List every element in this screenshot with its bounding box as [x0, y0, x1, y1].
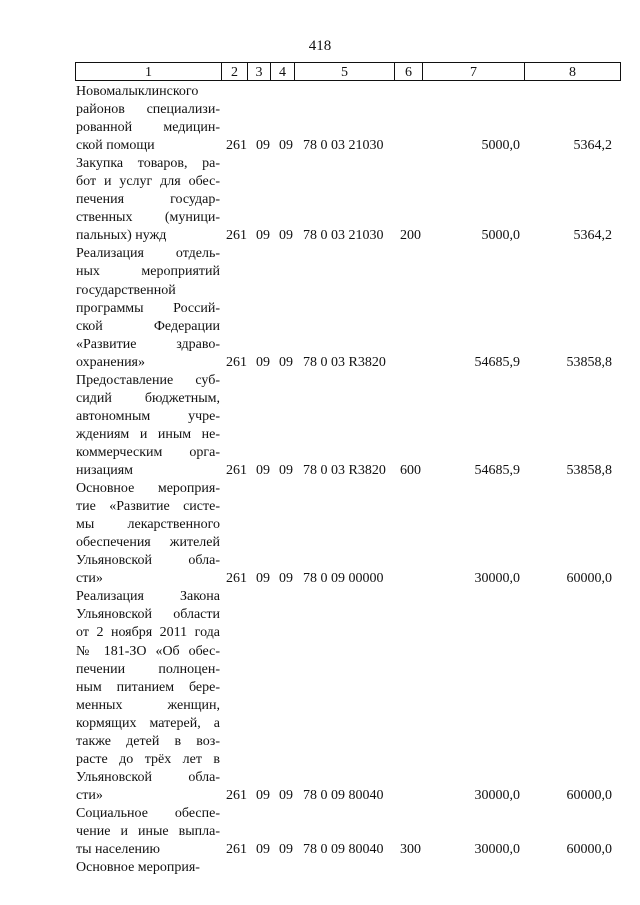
- description-line: менных женщин,: [76, 697, 220, 713]
- cell-c2: 261: [226, 228, 247, 244]
- cell-c6: 600: [400, 463, 421, 479]
- description-line: Ульяновской обла-: [76, 769, 220, 785]
- description-line: программы Россий-: [76, 300, 220, 316]
- description-line: Закупка товаров, ра-: [76, 156, 220, 172]
- description-line: сти»: [76, 787, 103, 803]
- description-line: автономным учре-: [76, 408, 220, 424]
- cell-c3: 09: [256, 787, 270, 803]
- cell-c3: 09: [256, 228, 270, 244]
- description-line: ской помощи: [76, 138, 155, 154]
- cell-c8: 60000,0: [566, 842, 612, 858]
- cell-c2: 261: [226, 842, 247, 858]
- cell-c4: 09: [279, 571, 293, 587]
- cell-c4: 09: [279, 138, 293, 154]
- header-col-5: 5: [295, 62, 395, 81]
- description-line: сти»: [76, 571, 103, 587]
- row-description: [76, 588, 220, 805]
- cell-c4: 09: [279, 787, 293, 803]
- description-line: Социальное обеспе-: [76, 806, 220, 821]
- cell-c4: 09: [279, 463, 293, 479]
- cell-c6: 200: [400, 228, 421, 244]
- row-description: [76, 372, 220, 480]
- row-description: [76, 480, 220, 588]
- description-line: ным питанием бере-: [76, 679, 220, 695]
- header-col-8: 8: [525, 62, 621, 81]
- cell-c2: 261: [226, 571, 247, 587]
- cell-c8: 5364,2: [573, 228, 612, 244]
- row-description: [76, 245, 220, 371]
- description-line: ных мероприятий: [76, 264, 220, 280]
- row-description: [76, 859, 220, 877]
- cell-c4: 09: [279, 354, 293, 370]
- cell-c8: 5364,2: [573, 138, 612, 154]
- cell-c8: 53858,8: [566, 463, 612, 479]
- description-line: районов специализи-: [76, 102, 220, 118]
- cell-c7: 5000,0: [481, 228, 520, 244]
- cell-c8: 60000,0: [566, 571, 612, 587]
- cell-c2: 261: [226, 138, 247, 154]
- description-line: также детей в воз-: [76, 733, 220, 749]
- cell-c7: 54685,9: [474, 463, 520, 479]
- description-line: ственных (муници-: [76, 210, 220, 226]
- description-line: ты населению: [76, 842, 160, 858]
- cell-c5: 78 0 03 R3820: [303, 354, 386, 370]
- cell-c7: 5000,0: [481, 138, 520, 154]
- cell-c8: 60000,0: [566, 787, 612, 803]
- cell-c5: 78 0 09 00000: [303, 571, 384, 587]
- cell-c5: 78 0 09 80040: [303, 842, 384, 858]
- description-line: Основное мероприя-: [76, 481, 220, 497]
- description-line: государственной: [76, 282, 176, 298]
- header-col-1: 1: [75, 62, 222, 81]
- cell-c3: 09: [256, 842, 270, 858]
- page-number: 418: [308, 38, 332, 54]
- description-line: низациям: [76, 463, 134, 479]
- description-line: кормящих матерей, а: [76, 715, 220, 731]
- header-col-3: 3: [248, 62, 271, 81]
- cell-c4: 09: [279, 842, 293, 858]
- description-line: Предоставление суб-: [76, 372, 220, 388]
- cell-c3: 09: [256, 138, 270, 154]
- description-line: Реализация отдель-: [76, 246, 220, 262]
- row-description: [76, 83, 220, 155]
- header-col-4: 4: [271, 62, 295, 81]
- description-line: Новомалыклинского: [76, 84, 199, 99]
- cell-c2: 261: [226, 787, 247, 803]
- cell-c7: 30000,0: [474, 842, 520, 858]
- description-line: от 2 ноября 2011 года: [76, 625, 220, 641]
- description-line: «Развитие здраво-: [76, 336, 220, 352]
- cell-c3: 09: [256, 354, 270, 370]
- description-line: коммерческим орга-: [76, 444, 220, 460]
- description-line: Основное мероприя-: [76, 860, 200, 876]
- description-line: печении полноцен-: [76, 661, 220, 677]
- cell-c3: 09: [256, 571, 270, 587]
- cell-c7: 30000,0: [474, 571, 520, 587]
- description-line: бот и услуг для обес-: [76, 174, 220, 190]
- cell-c5: 78 0 03 21030: [303, 138, 384, 154]
- description-line: печения государ-: [76, 192, 220, 208]
- cell-c6: 300: [400, 842, 421, 858]
- description-line: тие «Развитие систе-: [76, 499, 220, 515]
- description-line: ской Федерации: [76, 318, 220, 334]
- cell-c2: 261: [226, 463, 247, 479]
- description-line: пальных) нужд: [76, 228, 167, 244]
- description-line: ждениям и иным не-: [76, 426, 220, 442]
- cell-c5: 78 0 09 80040: [303, 787, 384, 803]
- row-description: [76, 805, 220, 859]
- cell-c7: 54685,9: [474, 354, 520, 370]
- description-line: Ульяновской области: [76, 607, 220, 623]
- cell-c5: 78 0 03 R3820: [303, 463, 386, 479]
- description-line: рованной медицин-: [76, 120, 220, 136]
- cell-c5: 78 0 03 21030: [303, 228, 384, 244]
- description-line: Реализация Закона: [76, 589, 220, 605]
- header-col-7: 7: [423, 62, 525, 81]
- description-line: сидий бюджетным,: [76, 390, 220, 406]
- description-line: чение и иные выпла-: [76, 824, 220, 840]
- row-description: [76, 155, 220, 245]
- cell-c7: 30000,0: [474, 787, 520, 803]
- cell-c3: 09: [256, 463, 270, 479]
- table-header: [75, 62, 621, 82]
- description-line: расте до трёх лет в: [76, 751, 220, 767]
- description-line: охранения»: [76, 354, 145, 370]
- header-col-2: 2: [222, 62, 248, 81]
- cell-c4: 09: [279, 228, 293, 244]
- header-col-6: 6: [395, 62, 423, 81]
- description-line: мы лекарственного: [76, 517, 220, 533]
- cell-c8: 53858,8: [566, 354, 612, 370]
- description-line: № 181-ЗО «Об обес-: [76, 643, 220, 659]
- description-line: обеспечения жителей: [76, 535, 220, 551]
- description-line: Ульяновской обла-: [76, 553, 220, 569]
- cell-c2: 261: [226, 354, 247, 370]
